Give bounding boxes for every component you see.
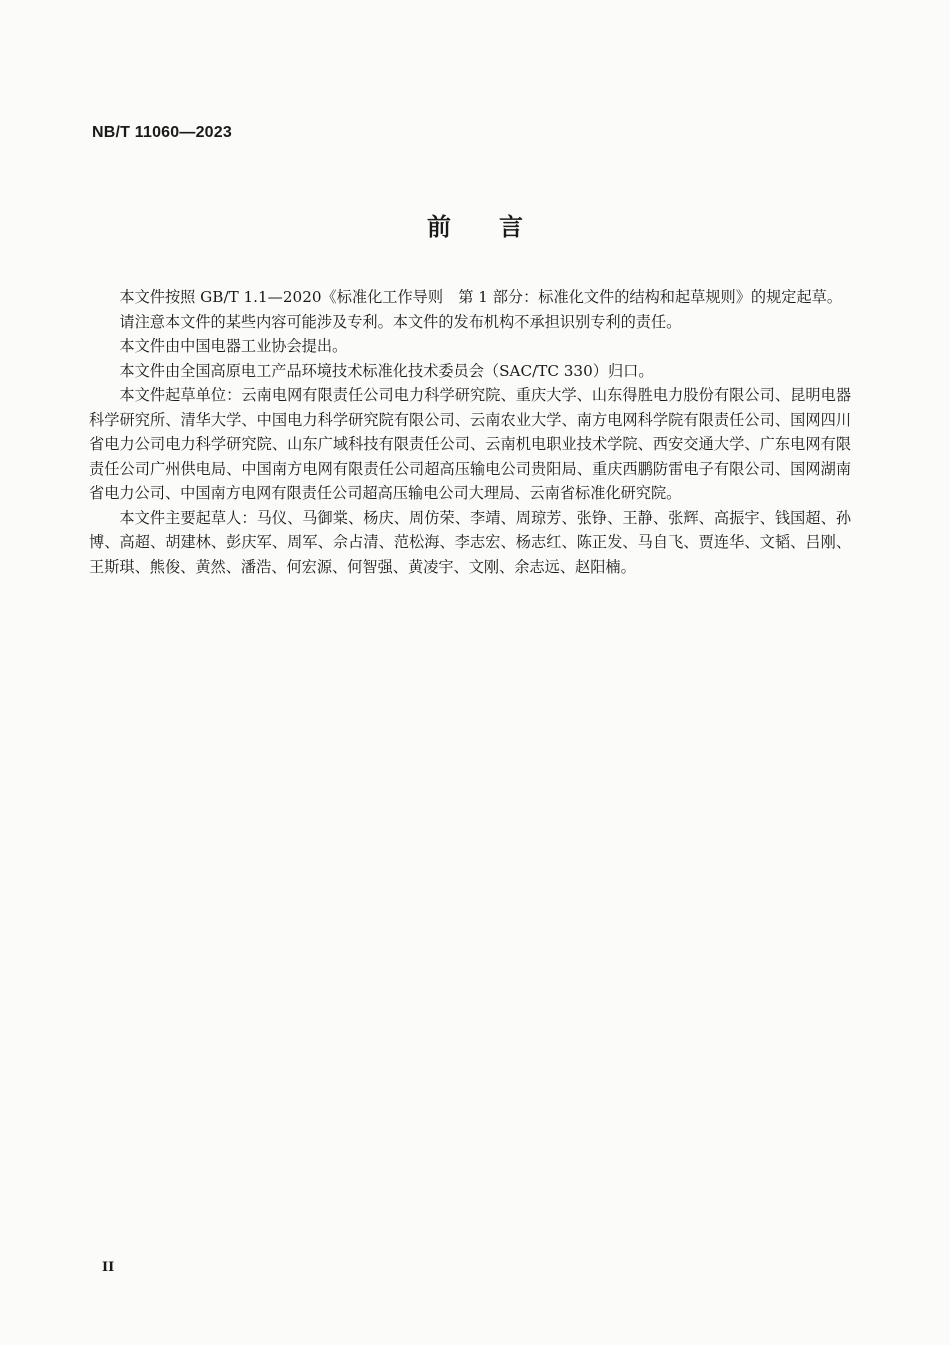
paragraph-drafting-rules: 本文件按照 GB/T 1.1—2020《标准化工作导则 第 1 部分：标准化文件的结构和起草规则》的规定起草。 bbox=[119, 288, 843, 306]
title-char-1: 前 bbox=[427, 213, 451, 241]
paragraph-patent-notice: 请注意本文件的某些内容可能涉及专利。本文件的发布机构不承担识别专利的责任。 bbox=[119, 312, 682, 331]
section-title bbox=[0, 207, 950, 242]
paragraph-proposer: 本文件由中国电器工业协会提出。 bbox=[119, 337, 348, 355]
paragraph-drafters: 本文件主要起草人：马仪、马御棠、杨庆、周仿荣、李靖、周琼芳、张铮、王静、张辉、高振宇、钱国超、孙博、高超、胡建林、彭庆军、周军、佘占清、范松海、李志宏、杨志红、陈正发、马自飞、贾连华、文韬、吕刚、王斯琪、熊俊、黄然、潘浩、何宏源、何智强、黄凌宇、文刚、余志远、赵阳楠。 bbox=[89, 508, 851, 576]
page-number: II bbox=[102, 1260, 115, 1275]
paragraph-drafting-units: 本文件起草单位：云南电网有限责任公司电力科学研究院、重庆大学、山东得胜电力股份有限公司、昆明电器科学研究所、清华大学、中国电力科学研究院有限公司、云南农业大学、南方电网科学院有限责任公司、国网四川省电力公司电力科学研究院、山东广域科技有限责任公司、云南机电职业技术学院、西安交通大学、广东电网有限责任公司广州供电局、中国南方电网有限责任公司超高压输电公司贵阳局、重庆西鹏防雷电子有限公司、国网湖南省电力公司、中国南方电网有限责任公司超高压输电公司大理局、云南省标准化研究院。 bbox=[89, 386, 851, 502]
foreword-body bbox=[89, 285, 851, 579]
paragraph-committee: 本文件由全国高原电工产品环境技术标准化技术委员会（SAC/TC 330）归口。 bbox=[119, 361, 654, 380]
document-code: NB/T 11060—2023 bbox=[92, 124, 232, 141]
title-char-2: 言 bbox=[499, 213, 523, 241]
